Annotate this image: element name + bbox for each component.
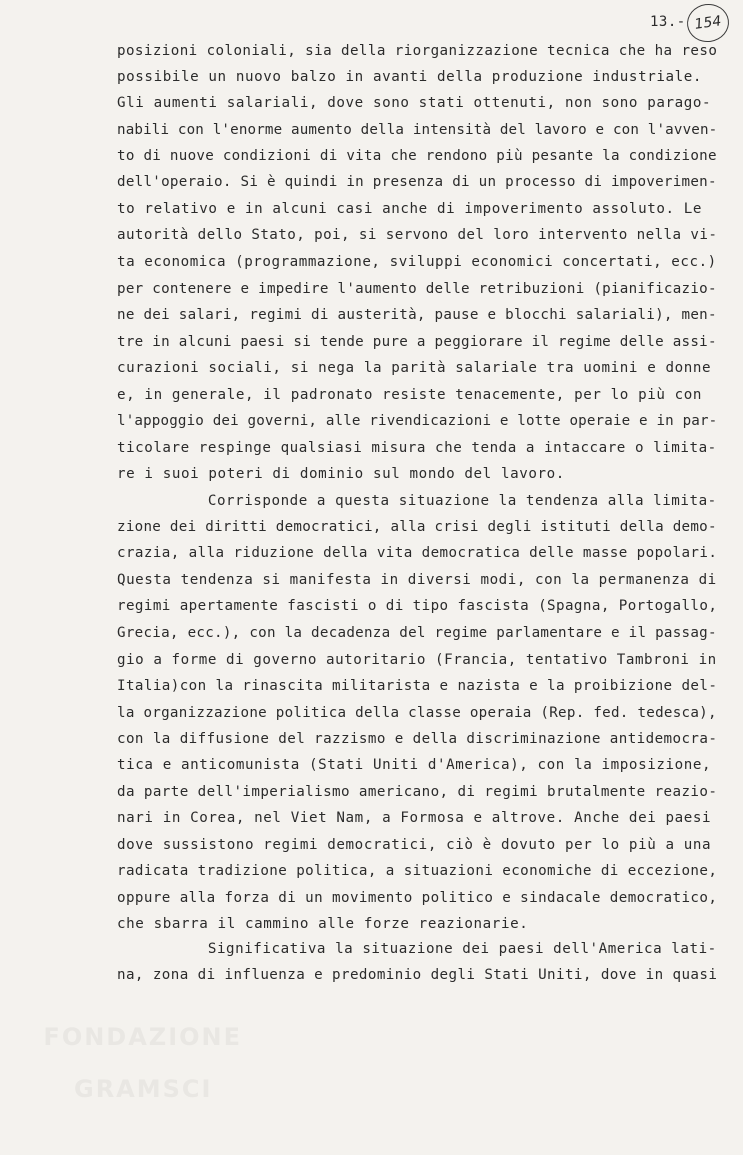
text-line: e, in generale, il padronato resiste tenacemente, per lo più con (117, 387, 703, 403)
text-line: zione dei diritti democratici, alla crisi degli istituti della demo- (117, 519, 717, 535)
text-line: l'appoggio dei governi, alle rivendicazioni e lotte operaie e in par- (117, 413, 718, 429)
archive-watermark (2, 998, 242, 1154)
text-line: Significativa la situazione dei paesi dell'America lati- (117, 941, 717, 957)
text-line: Gli aumenti salariali, dove sono stati ottenuti, non sono parago- (117, 95, 712, 111)
text-line: che sbarra il cammino alle forze reazionarie. (117, 916, 529, 932)
text-line: ne dei salari, regimi di austerità, pause e blocchi salariali), men- (117, 307, 717, 323)
text-line: oppure alla forza di un movimento politico e sindacale democratico, (117, 890, 718, 906)
text-line: tica e anticomunista (Stati Uniti d'America), con la imposizione, (117, 757, 712, 773)
text-line: possibile un nuovo balzo in avanti della produzione industriale. (117, 69, 703, 85)
text-line: dell'operaio. Si è quindi in presenza di un processo di impoverimen- (117, 174, 717, 190)
text-line: Corrisponde a questa situazione la tendenza alla limita- (117, 493, 717, 509)
watermark-line-1: FONDAZIONE (43, 1023, 243, 1051)
text-line: autorità dello Stato, poi, si servono del loro intervento nella vi- (117, 227, 718, 243)
text-line: da parte dell'imperialismo americano, di regimi brutalmente reazio- (117, 784, 718, 800)
watermark-line-2: GRAMSCI (74, 1075, 213, 1103)
text-line: to di nuove condizioni di vita che rendono più pesante la condizione (117, 148, 717, 164)
text-line: re i suoi poteri di dominio sul mondo del lavoro. (117, 466, 565, 482)
text-line: curazioni sociali, si nega la parità salariale tra uomini e donne (117, 360, 712, 376)
text-line: nabili con l'enorme aumento della intensità del lavoro e con l'avven- (117, 122, 718, 138)
text-line: con la diffusione del razzismo e della discriminazione antidemocra- (117, 731, 718, 747)
handwritten-folio-number: 154 (685, 1, 732, 44)
text-line: radicata tradizione politica, a situazioni economiche di eccezione, (117, 863, 718, 879)
text-line: posizioni coloniali, sia della riorganizzazione tecnica che ha reso (117, 43, 718, 59)
text-line: ticolare respinge qualsiasi misura che tenda a intaccare o limita- (117, 440, 717, 456)
text-line: Italia)con la rinascita militarista e nazista e la proibizione del- (117, 678, 718, 694)
page-number: 13.- (650, 14, 686, 30)
text-line: regimi apertamente fascisti o di tipo fascista (Spagna, Portogallo, (117, 598, 718, 614)
text-line: per contenere e impedire l'aumento delle retribuzioni (pianificazio- (117, 281, 717, 297)
text-line: la organizzazione politica della classe operaia (Rep. fed. tedesca), (117, 705, 717, 721)
text-line: Questa tendenza si manifesta in diversi modi, con la permanenza di (117, 572, 717, 588)
text-line: dove sussistono regimi democratici, ciò è dovuto per lo più a una (117, 837, 712, 853)
text-line: crazia, alla riduzione della vita democratica delle masse popolari. (117, 545, 718, 561)
text-line: tre in alcuni paesi si tende pure a peggiorare il regime delle assi- (117, 334, 717, 350)
text-line: na, zona di influenza e predominio degli Stati Uniti, dove in quasi (117, 967, 718, 983)
text-line: nari in Corea, nel Viet Nam, a Formosa e altrove. Anche dei paesi (117, 810, 712, 826)
text-line: to relativo e in alcuni casi anche di impoverimento assoluto. Le (117, 201, 703, 217)
text-line: ta economica (programmazione, sviluppi economici concertati, ecc.) (117, 254, 717, 270)
text-line: Grecia, ecc.), con la decadenza del regime parlamentare e il passag- (117, 625, 717, 641)
text-line: gio a forme di governo autoritario (Francia, tentativo Tambroni in (117, 652, 717, 668)
